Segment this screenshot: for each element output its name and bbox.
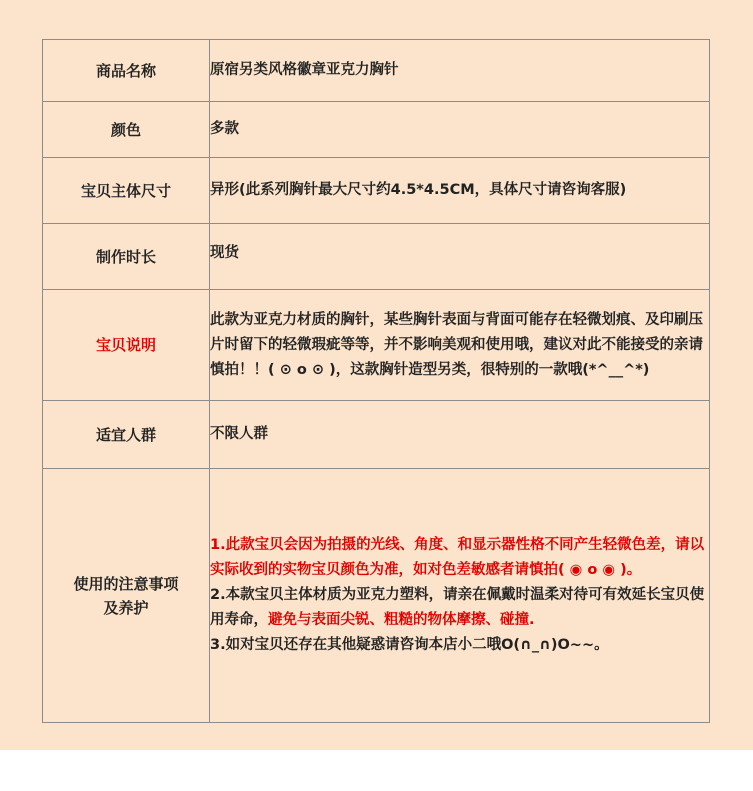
label-care — [43, 469, 210, 723]
care-note-2-warning: 避免与表面尖锐、粗糙的物体摩擦、碰撞. — [268, 612, 535, 628]
table-row-audience — [43, 401, 710, 469]
label-audience: 适宜人群 — [43, 401, 210, 469]
value-audience: 不限人群 — [210, 401, 710, 469]
table-row-production-time — [43, 224, 710, 290]
care-note-3: 3.如对宝贝还存在其他疑惑请咨询本店小二哦O(∩_∩)O~~。 — [210, 637, 609, 653]
table-row-size — [43, 158, 710, 224]
label-color: 颜色 — [43, 102, 210, 158]
value-size: 异形(此系列胸针最大尺寸约4.5*4.5CM，具体尺寸请咨询客服) — [210, 158, 710, 224]
label-care-line2: 及养护 — [103, 598, 149, 617]
table-row-description — [43, 290, 710, 401]
table-row-name — [43, 40, 710, 102]
label-production-time: 制作时长 — [43, 224, 210, 290]
table-row-color — [43, 102, 710, 158]
value-product-name: 原宿另类风格徽章亚克力胸针 — [210, 40, 710, 102]
label-product-name: 商品名称 — [43, 40, 210, 102]
label-care-line1: 使用的注意事项 — [73, 574, 179, 593]
value-description: 此款为亚克力材质的胸针，某些胸针表面与背面可能存在轻微划痕、及印刷压片时留下的轻微瑕疵等等，并不影响美观和使用哦，建议对此不能接受的亲请慎拍！！( ⊙ o ⊙ )，这款胸针造型另类，很特别的一款哦(*^__^*) — [210, 290, 710, 401]
care-note-2 — [210, 583, 709, 633]
table-row-care — [43, 469, 710, 723]
value-color: 多款 — [210, 102, 710, 158]
product-spec-table — [42, 39, 710, 723]
label-size: 宝贝主体尺寸 — [43, 158, 210, 224]
label-description: 宝贝说明 — [43, 290, 210, 401]
value-care — [210, 469, 710, 723]
value-production-time: 现货 — [210, 224, 710, 290]
care-note-1: 1.此款宝贝会因为拍摄的光线、角度、和显示器性格不同产生轻微色差，请以实际收到的实物宝贝颜色为准，如对色差敏感者请慎拍( ◉ o ◉ )。 — [210, 537, 705, 578]
care-note-2-text: 2.本款宝贝主体材质为亚克力塑料，请亲在佩戴时温柔对待可有效延长宝贝使用寿命， — [210, 587, 705, 628]
